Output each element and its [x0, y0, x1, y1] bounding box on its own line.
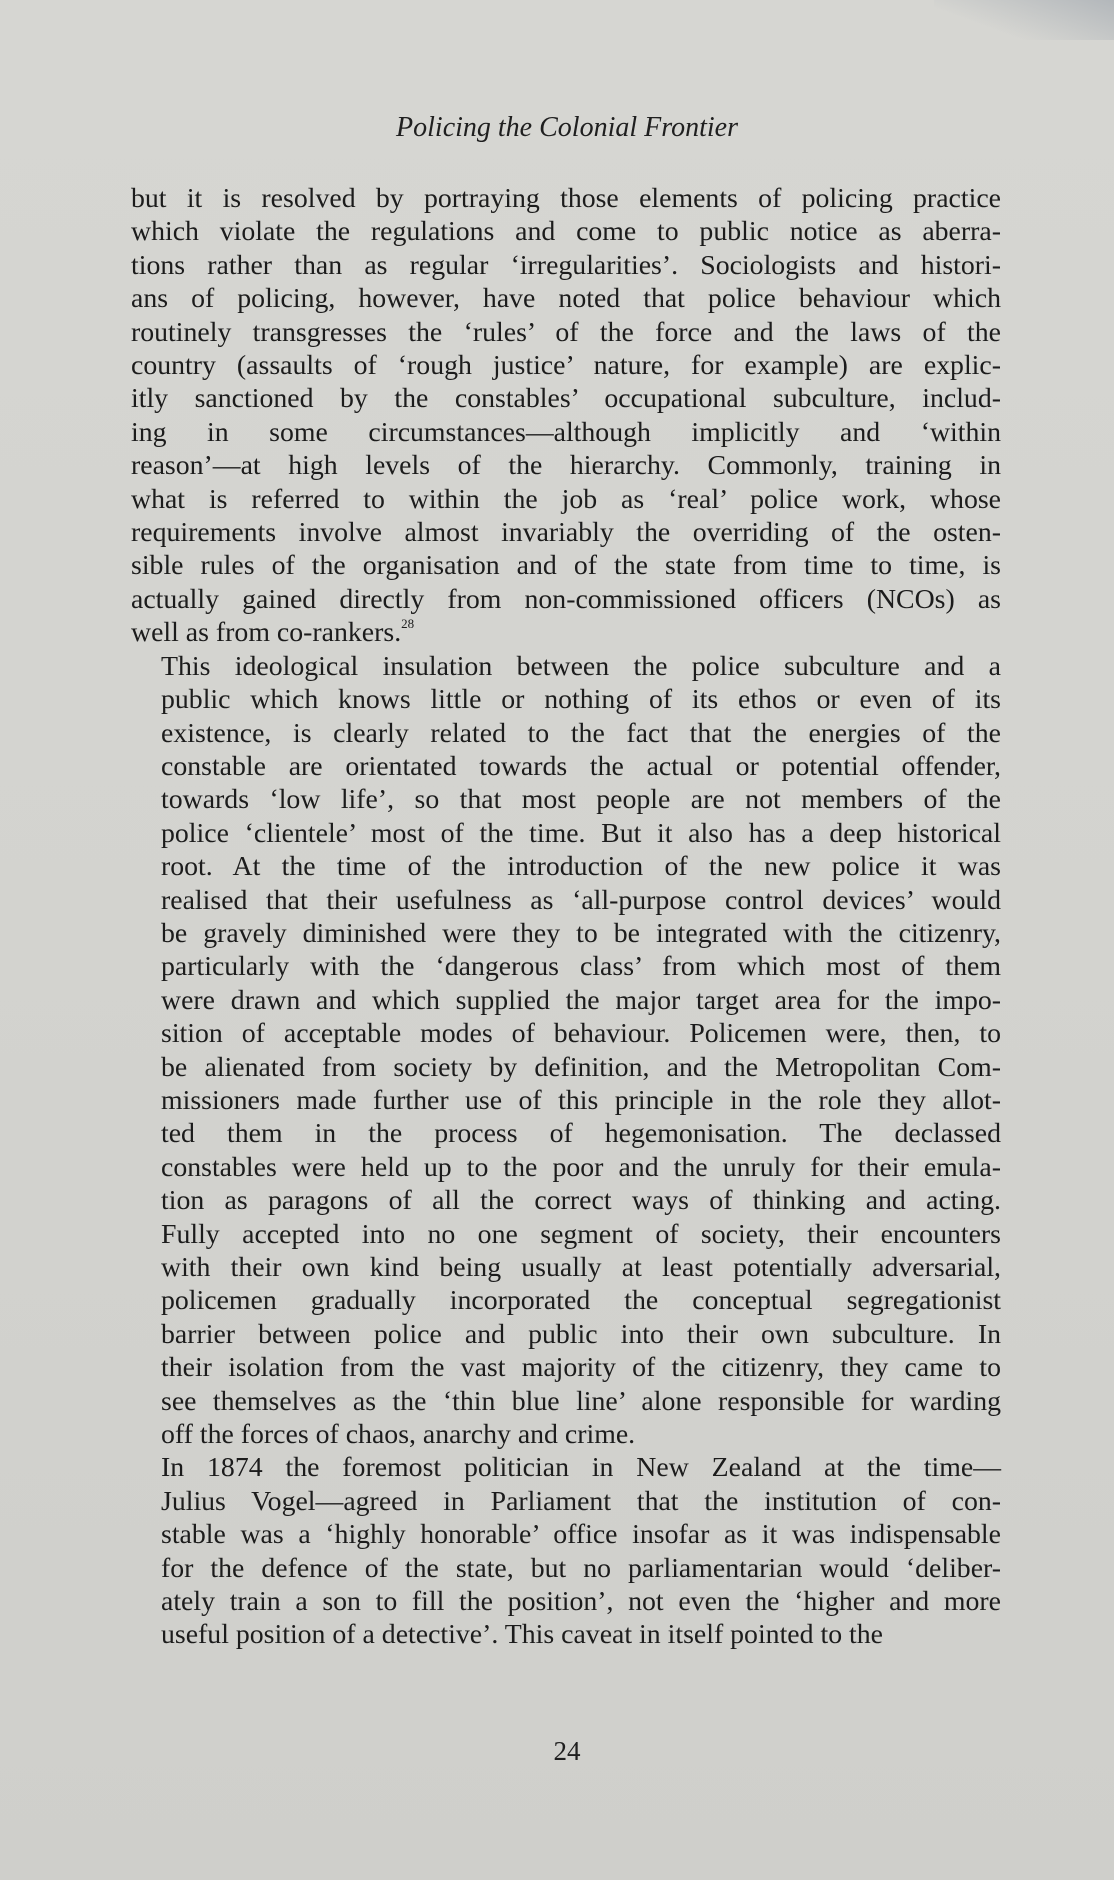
text-line-content: root. At the time of the introduction of the new police it was [161, 851, 1001, 883]
text-line [131, 316, 1001, 349]
text-line [131, 783, 1001, 816]
text-line-content: be alienated from society by definition, and the Metropolitan Com- [161, 1051, 1001, 1083]
text-line-content: itly sanctioned by the constables’ occupational subculture, includ- [131, 383, 1001, 415]
text-line [131, 1117, 1001, 1150]
text-line-content: ately train a son to fill the position’, not even the ‘higher and more [161, 1586, 1001, 1618]
text-line-content: constables were held up to the poor and the unruly for their emula- [161, 1151, 1001, 1183]
text-line-content: country (assaults of ‘rough justice’ nature, for example) are explic- [131, 350, 1001, 382]
footnote-reference: 28 [401, 616, 415, 632]
page-number: 24 [553, 1736, 581, 1766]
text-line [131, 516, 1001, 549]
text-line [131, 817, 1001, 850]
text-line-content: with their own kind being usually at least potentially adversarial, [161, 1252, 1001, 1283]
text-line-content: for the defence of the state, but no parliamentarian would ‘deliber- [161, 1552, 1001, 1584]
text-line-content: ans of policing, however, have noted that police behaviour which [131, 283, 1001, 315]
text-line-content: tions rather than as regular ‘irregularities’. Sociologists and histori- [131, 249, 1001, 281]
text-line [131, 449, 1001, 482]
text-line [131, 917, 1001, 950]
body-text [131, 182, 1001, 1652]
scan-edge-shadow [934, 0, 1114, 40]
text-line [131, 683, 1001, 716]
text-line [131, 1485, 1001, 1518]
text-line [131, 1084, 1001, 1117]
text-line [131, 1151, 1001, 1184]
text-line [131, 1017, 1001, 1050]
text-line [131, 215, 1001, 248]
text-line-content: be gravely diminished were they to be integrated with the citizenry, [161, 917, 1001, 949]
text-line [131, 850, 1001, 883]
text-line-content: In 1874 the foremost politician in New Zealand at the time— [161, 1452, 1001, 1484]
text-line [131, 382, 1001, 415]
text-line [131, 1184, 1001, 1217]
text-line-content: stable was a ‘highly honorable’ office insofar as it was indispensable [161, 1519, 1001, 1551]
text-line-content: public which knows little or nothing of its ethos or even of its [161, 684, 1001, 716]
text-line-content: well as from co-rankers. [131, 617, 402, 649]
text-line [131, 1318, 1001, 1351]
text-line-content: off the forces of chaos, anarchy and crime. [161, 1419, 636, 1451]
running-head: Policing the Colonial Frontier [396, 112, 738, 143]
text-line-content: Julius Vogel—agreed in Parliament that the institution of con- [161, 1485, 1001, 1517]
text-line [131, 249, 1001, 282]
text-line-content: their isolation from the vast majority of the citizenry, they came to [161, 1352, 1001, 1384]
text-line [131, 1251, 1001, 1284]
text-line-content: what is referred to within the job as ‘real’ police work, whose [131, 483, 1001, 515]
paragraph [131, 1451, 1001, 1651]
text-line-content: routinely transgresses the ‘rules’ of the force and the laws of the [131, 316, 1001, 348]
text-line-content: missioners made further use of this principle in the role they allot- [161, 1084, 1001, 1116]
text-line-content: existence, is clearly related to the fact that the energies of the [161, 717, 1001, 749]
text-line-content: were drawn and which supplied the major target area for the impo- [161, 984, 1001, 1016]
text-line [131, 1552, 1001, 1585]
text-line-content: ted them in the process of hegemonisation. The declassed [161, 1118, 1001, 1150]
text-line-content: tion as paragons of all the correct ways of thinking and acting. [161, 1185, 1001, 1217]
paragraph [131, 182, 1001, 650]
text-line [131, 349, 1001, 382]
text-line-content: barrier between police and public into their own subculture. In [161, 1318, 1001, 1350]
text-line-content: but it is resolved by portraying those elements of policing practice [131, 183, 1001, 214]
text-line-content: which violate the regulations and come to public notice as aberra- [131, 216, 1001, 248]
text-line [131, 750, 1001, 783]
text-line [131, 650, 1001, 683]
text-line-content: sition of acceptable modes of behaviour. Policemen were, then, to [161, 1018, 1001, 1050]
paragraph [131, 650, 1001, 1452]
text-line [131, 1051, 1001, 1084]
text-line [131, 416, 1001, 449]
text-line-content: see themselves as the ‘thin blue line’ alone responsible for warding [161, 1385, 1001, 1417]
text-line-content: sible rules of the organisation and of the state from time to time, is [131, 550, 1001, 582]
text-line-content: useful position of a detective’. This caveat in itself pointed to the [161, 1619, 884, 1651]
text-line-content: realised that their usefulness as ‘all-purpose control devices’ would [161, 884, 1001, 916]
text-line-content: police ‘clientele’ most of the time. But it also has a deep historical [161, 817, 1001, 849]
text-line [131, 717, 1001, 750]
text-line [131, 1284, 1001, 1317]
text-line [131, 616, 1001, 649]
text-line [131, 282, 1001, 315]
text-line-content: reason’—at high levels of the hierarchy. Commonly, training in [131, 450, 1001, 482]
text-line [131, 1351, 1001, 1384]
text-line-content: constable are orientated towards the actual or potential offender, [161, 750, 1001, 782]
text-line [131, 1418, 1001, 1451]
text-line-content: particularly with the ‘dangerous class’ from which most of them [161, 951, 1001, 983]
text-line [131, 1385, 1001, 1418]
text-line [131, 950, 1001, 983]
text-line-content: Fully accepted into no one segment of society, their encounters [161, 1218, 1001, 1250]
text-line [131, 1218, 1001, 1251]
text-line [131, 1451, 1001, 1484]
text-line [131, 984, 1001, 1017]
text-line [131, 182, 1001, 215]
text-line [131, 884, 1001, 917]
text-line [131, 1518, 1001, 1551]
text-line [131, 549, 1001, 582]
text-line-content: requirements involve almost invariably the overriding of the osten- [131, 517, 1001, 549]
text-line-content: ing in some circumstances—although implicitly and ‘within [131, 416, 1001, 448]
text-line [131, 1618, 1001, 1651]
text-line [131, 583, 1001, 616]
text-line-content: actually gained directly from non-commissioned officers (NCOs) as [131, 583, 1001, 615]
text-line-content: towards ‘low life’, so that most people are not members of the [161, 784, 1001, 816]
text-line-content: policemen gradually incorporated the conceptual segregationist [161, 1285, 1001, 1317]
text-line [131, 483, 1001, 516]
text-line-content: This ideological insulation between the police subculture and a [161, 650, 1001, 682]
text-line [131, 1585, 1001, 1618]
